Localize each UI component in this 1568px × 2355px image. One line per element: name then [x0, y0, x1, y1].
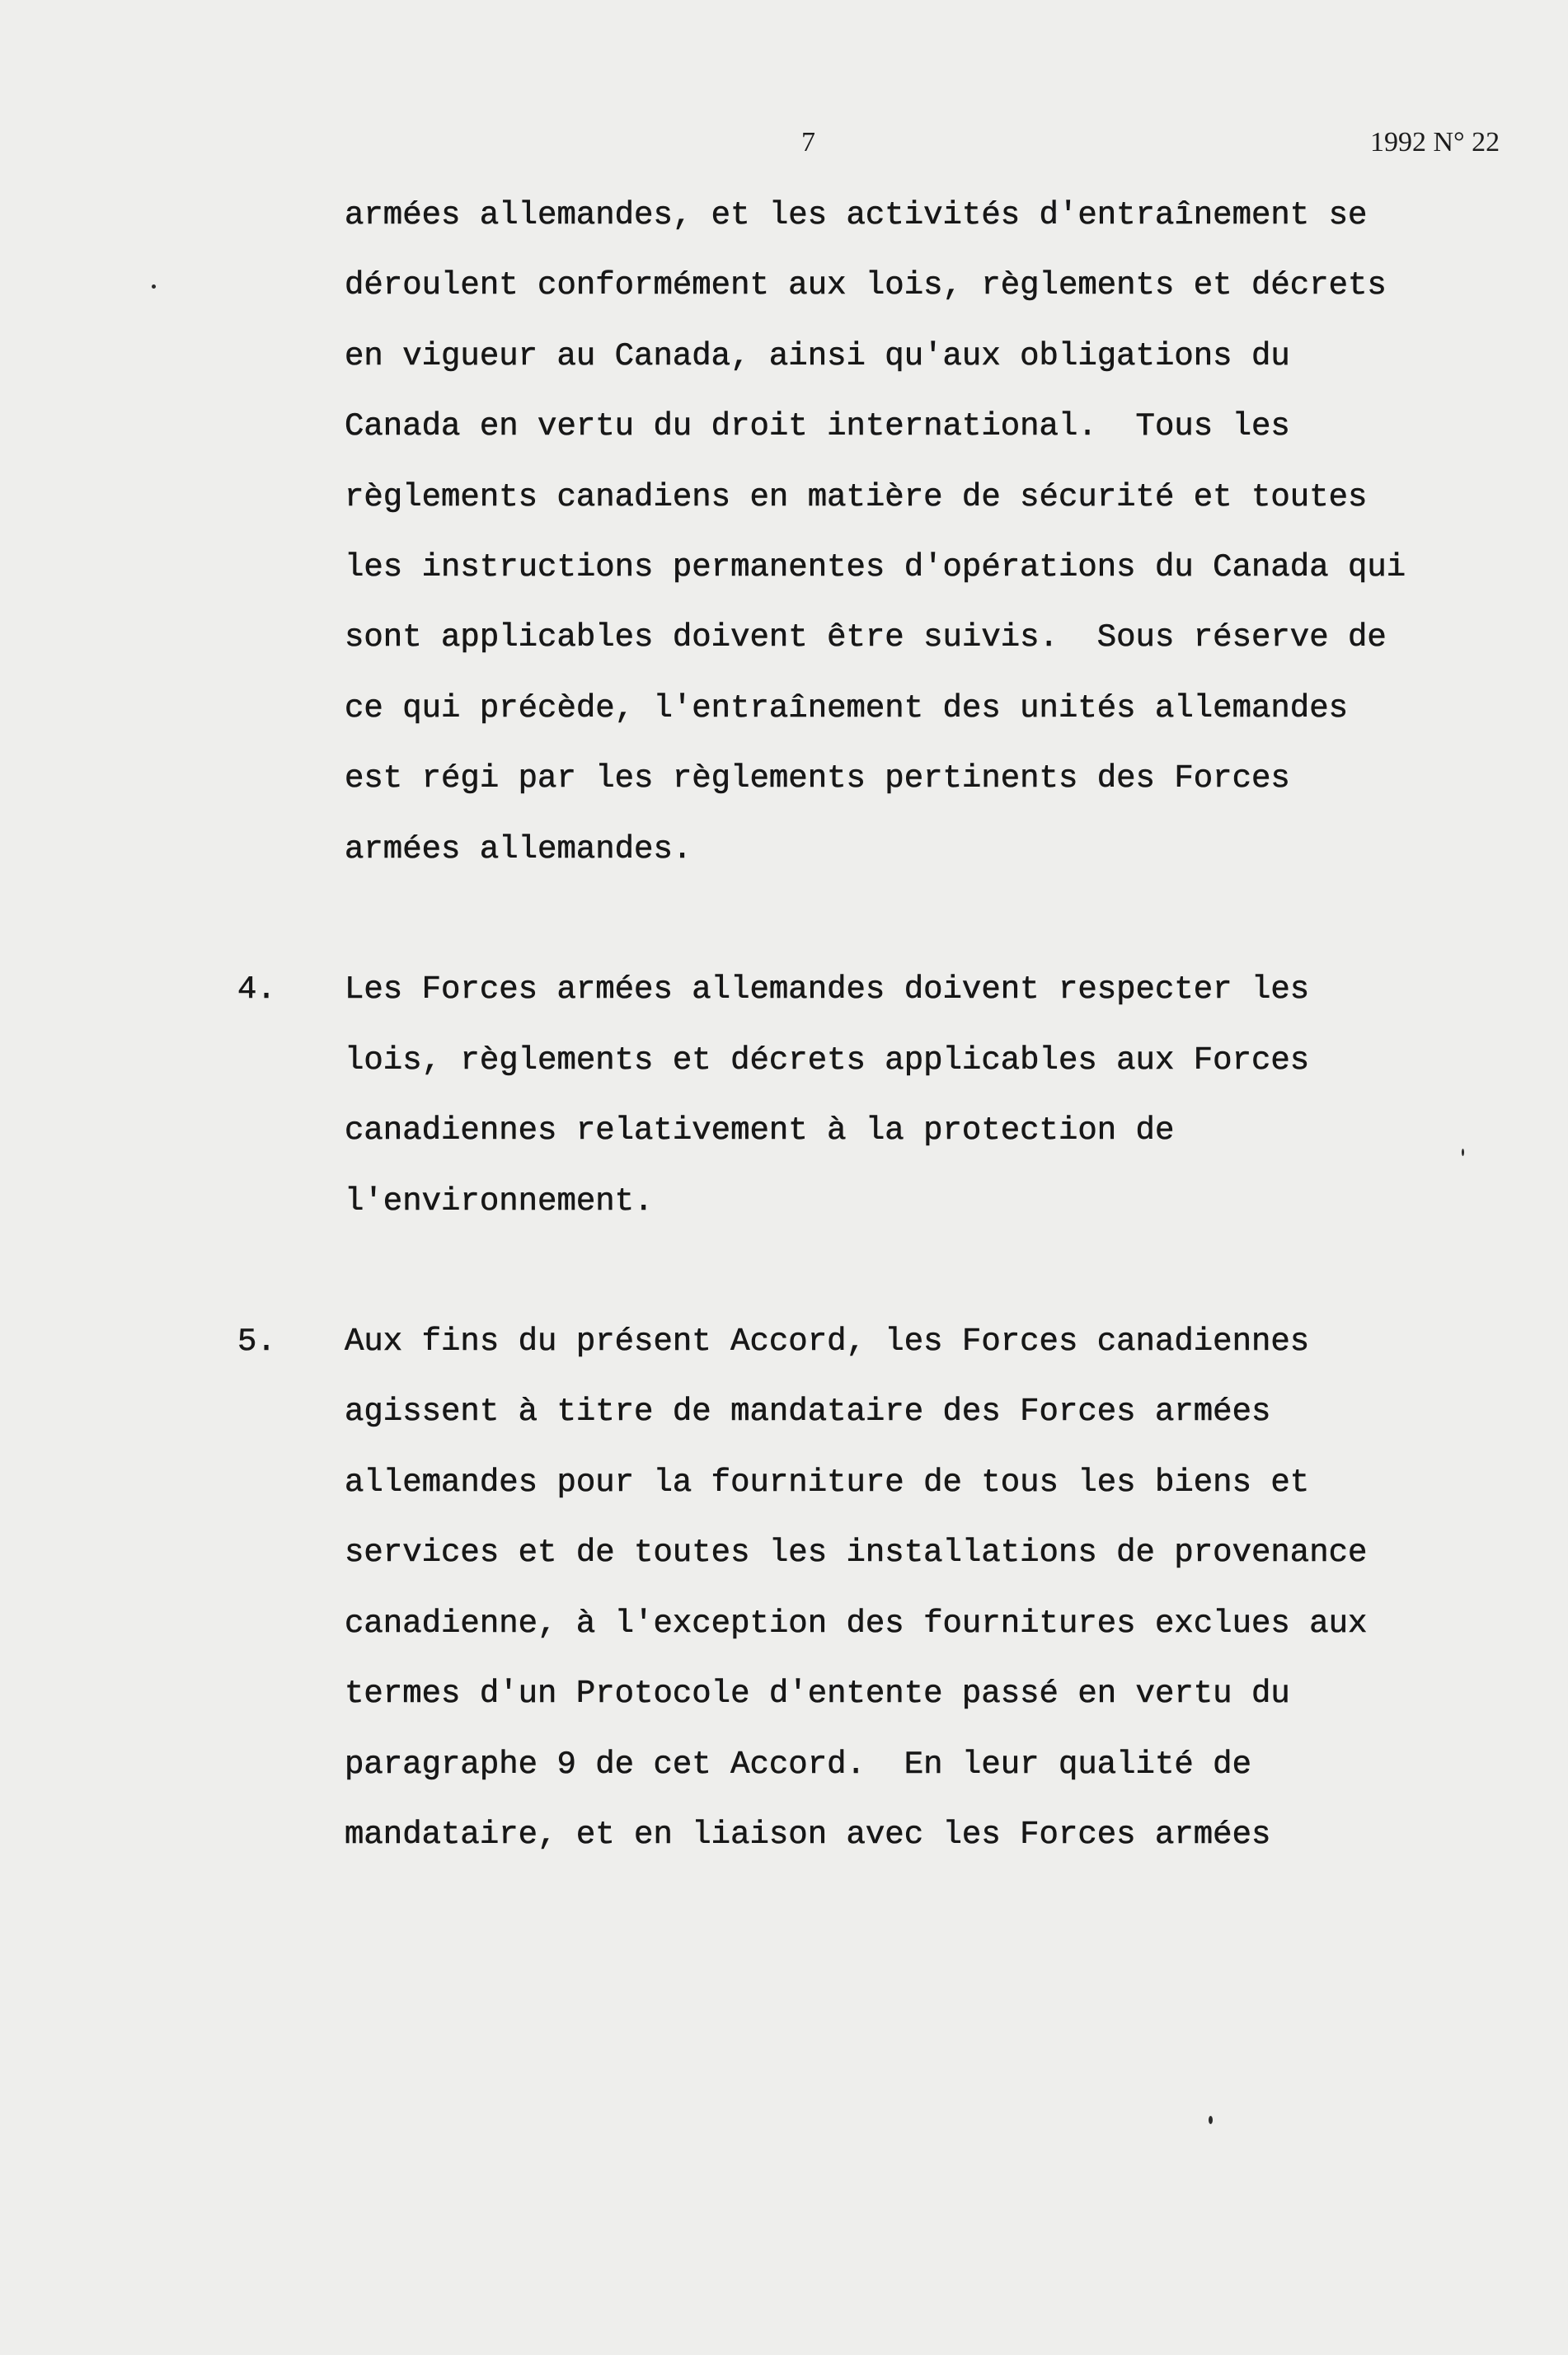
text-line: canadienne, à l'exception des fournitures exclues aux	[345, 1605, 1368, 1642]
text-line: agissent à titre de mandataire des Forces armées	[345, 1394, 1271, 1430]
scan-speck	[1462, 1149, 1464, 1156]
text-line: Les Forces armées allemandes doivent respecter les	[345, 971, 1310, 1008]
scan-speck	[1209, 2116, 1213, 2124]
text-line: règlements canadiens en matière de sécurité et toutes	[345, 479, 1368, 515]
paragraph-number: 5.	[237, 1323, 276, 1360]
document-reference: 1992 N° 22	[1370, 127, 1500, 157]
text-line: est régi par les règlements pertinents des Forces	[345, 760, 1290, 797]
text-line: termes d'un Protocole d'entente passé en vertu du	[345, 1676, 1290, 1712]
text-line: l'environnement.	[345, 1183, 654, 1220]
text-line: les instructions permanentes d'opérations du Canada qui	[345, 549, 1406, 585]
scan-speck	[152, 284, 156, 289]
text-line: services et de toutes les installations de provenance	[345, 1535, 1368, 1571]
text-line: sont applicables doivent être suivis. Sous réserve de	[345, 619, 1387, 656]
text-line: ce qui précède, l'entraînement des unités allemandes	[345, 690, 1348, 726]
text-line: paragraphe 9 de cet Accord. En leur qualité de	[345, 1746, 1251, 1783]
text-line: armées allemandes.	[345, 831, 692, 867]
text-line: Aux fins du présent Accord, les Forces canadiennes	[345, 1323, 1310, 1360]
text-line: armées allemandes, et les activités d'entraînement se	[345, 197, 1368, 233]
paragraph-number: 4.	[237, 971, 276, 1008]
page-number: 7	[801, 127, 815, 157]
text-line: Canada en vertu du droit international. Tous les	[345, 408, 1290, 444]
text-line: en vigueur au Canada, ainsi qu'aux obligations du	[345, 338, 1290, 374]
text-line: mandataire, et en liaison avec les Forces armées	[345, 1817, 1271, 1853]
text-line: allemandes pour la fourniture de tous les biens et	[345, 1464, 1310, 1501]
text-line: lois, règlements et décrets applicables aux Forces	[345, 1042, 1310, 1079]
text-line: canadiennes relativement à la protection de	[345, 1112, 1175, 1149]
text-line: déroulent conformément aux lois, règlements et décrets	[345, 267, 1387, 303]
